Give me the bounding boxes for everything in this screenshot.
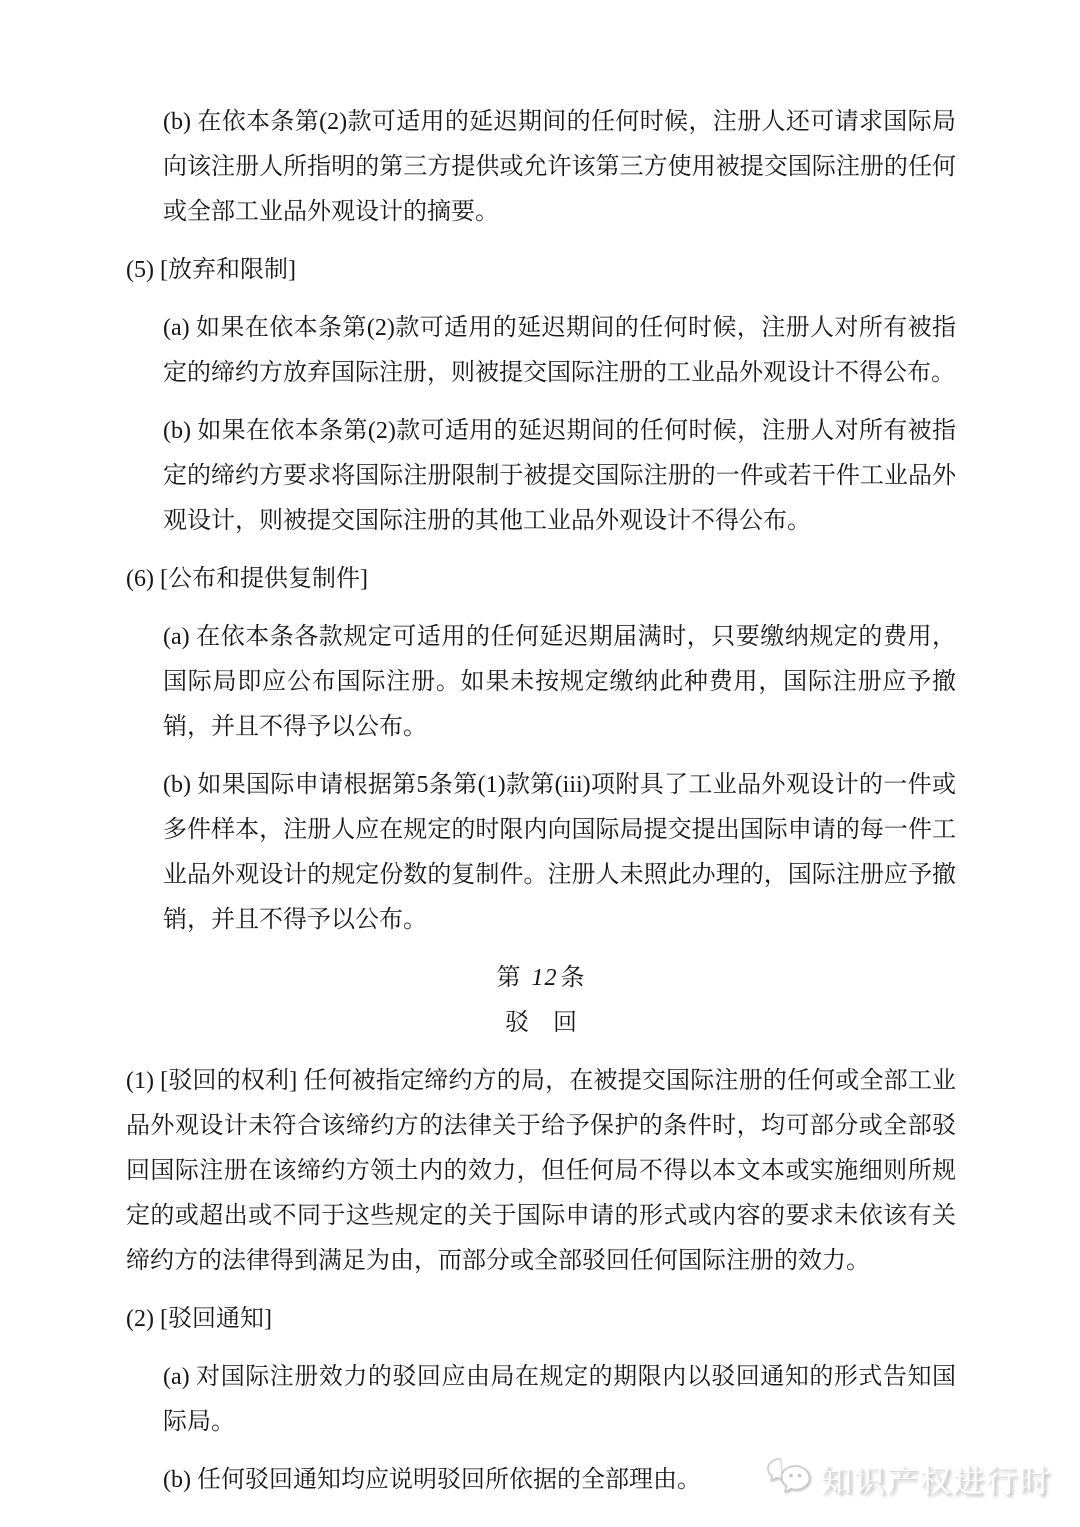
article-12-title-prefix: 第 xyxy=(496,965,529,991)
watermark xyxy=(765,1456,1052,1501)
article-12-title xyxy=(126,956,956,1001)
paragraph-6a: (a) 在依本条各款规定可适用的任何延迟期届满时，只要缴纳规定的费用，国际局即应公布国际注册。如果未按规定缴纳此种费用，国际注册应予撤销，并且不得予以公布。 xyxy=(163,624,956,740)
article-12-title-number: 12 xyxy=(531,965,558,991)
paragraph-12-2a: (a) 对国际注册效力的驳回应由局在规定的期限内以驳回通知的形式告知国际局。 xyxy=(163,1364,956,1435)
paragraph-5a: (a) 如果在依本条第(2)款可适用的延迟期间的任何时候，注册人对所有被指定的缔约方放弃国际注册，则被提交国际注册的工业品外观设计不得公布。 xyxy=(163,315,956,386)
item-6-heading: (6) [公布和提供复制件] xyxy=(126,566,368,592)
article-12-subtitle: 驳 回 xyxy=(505,1010,577,1036)
item-5-heading: (5) [放弃和限制] xyxy=(126,257,296,283)
paragraph-6b: (b) 如果国际申请根据第5条第(1)款第(iii)项附具了工业品外观设计的一件或多件样本，注册人应在规定的时限内向国际局提交提出国际申请的每一件工业品外观设计的规定份数的复制件。注册人未照此办理的，国际注册应予撤销，并且不得予以公布。 xyxy=(163,772,956,933)
item-2-heading: (2) [驳回通知] xyxy=(126,1306,272,1332)
watermark-label: 知识产权进行时 xyxy=(821,1464,1052,1499)
article-12-title-suffix: 条 xyxy=(560,965,586,991)
paragraph-12-1: (1) [驳回的权利] 任何被指定缔约方的局，在被提交国际注册的任何或全部工业品外观设计未符合该缔约方的法律关于给予保护的条件时，均可部分或全部驳回国际注册在该缔约方领土内的效力，但任何局不得以本文本或实施细则所规定的或超出或不同于这些规定的关于国际申请的形式或内容的要求未依该有关缔约方的法律得到满足为由，而部分或全部驳回任何国际注册的效力。 xyxy=(126,1068,956,1274)
paragraph-12-2b: (b) 任何驳回通知均应说明驳回所依据的全部理由。 xyxy=(163,1467,701,1493)
paragraph-5b: (b) 如果在依本条第(2)款可适用的延迟期间的任何时候，注册人对所有被指定的缔约方要求将国际注册限制于被提交国际注册的一件或若干件工业品外观设计，则被提交国际注册的其他工业品外观设计不得公布。 xyxy=(163,418,956,534)
wechat-chat-bubbles-icon xyxy=(765,1457,813,1501)
paragraph-4b: (b) 在依本条第(2)款可适用的延迟期间的任何时候，注册人还可请求国际局向该注册人所指明的第三方提供或允许该第三方使用被提交国际注册的任何或全部工业品外观设计的摘要。 xyxy=(163,109,956,225)
